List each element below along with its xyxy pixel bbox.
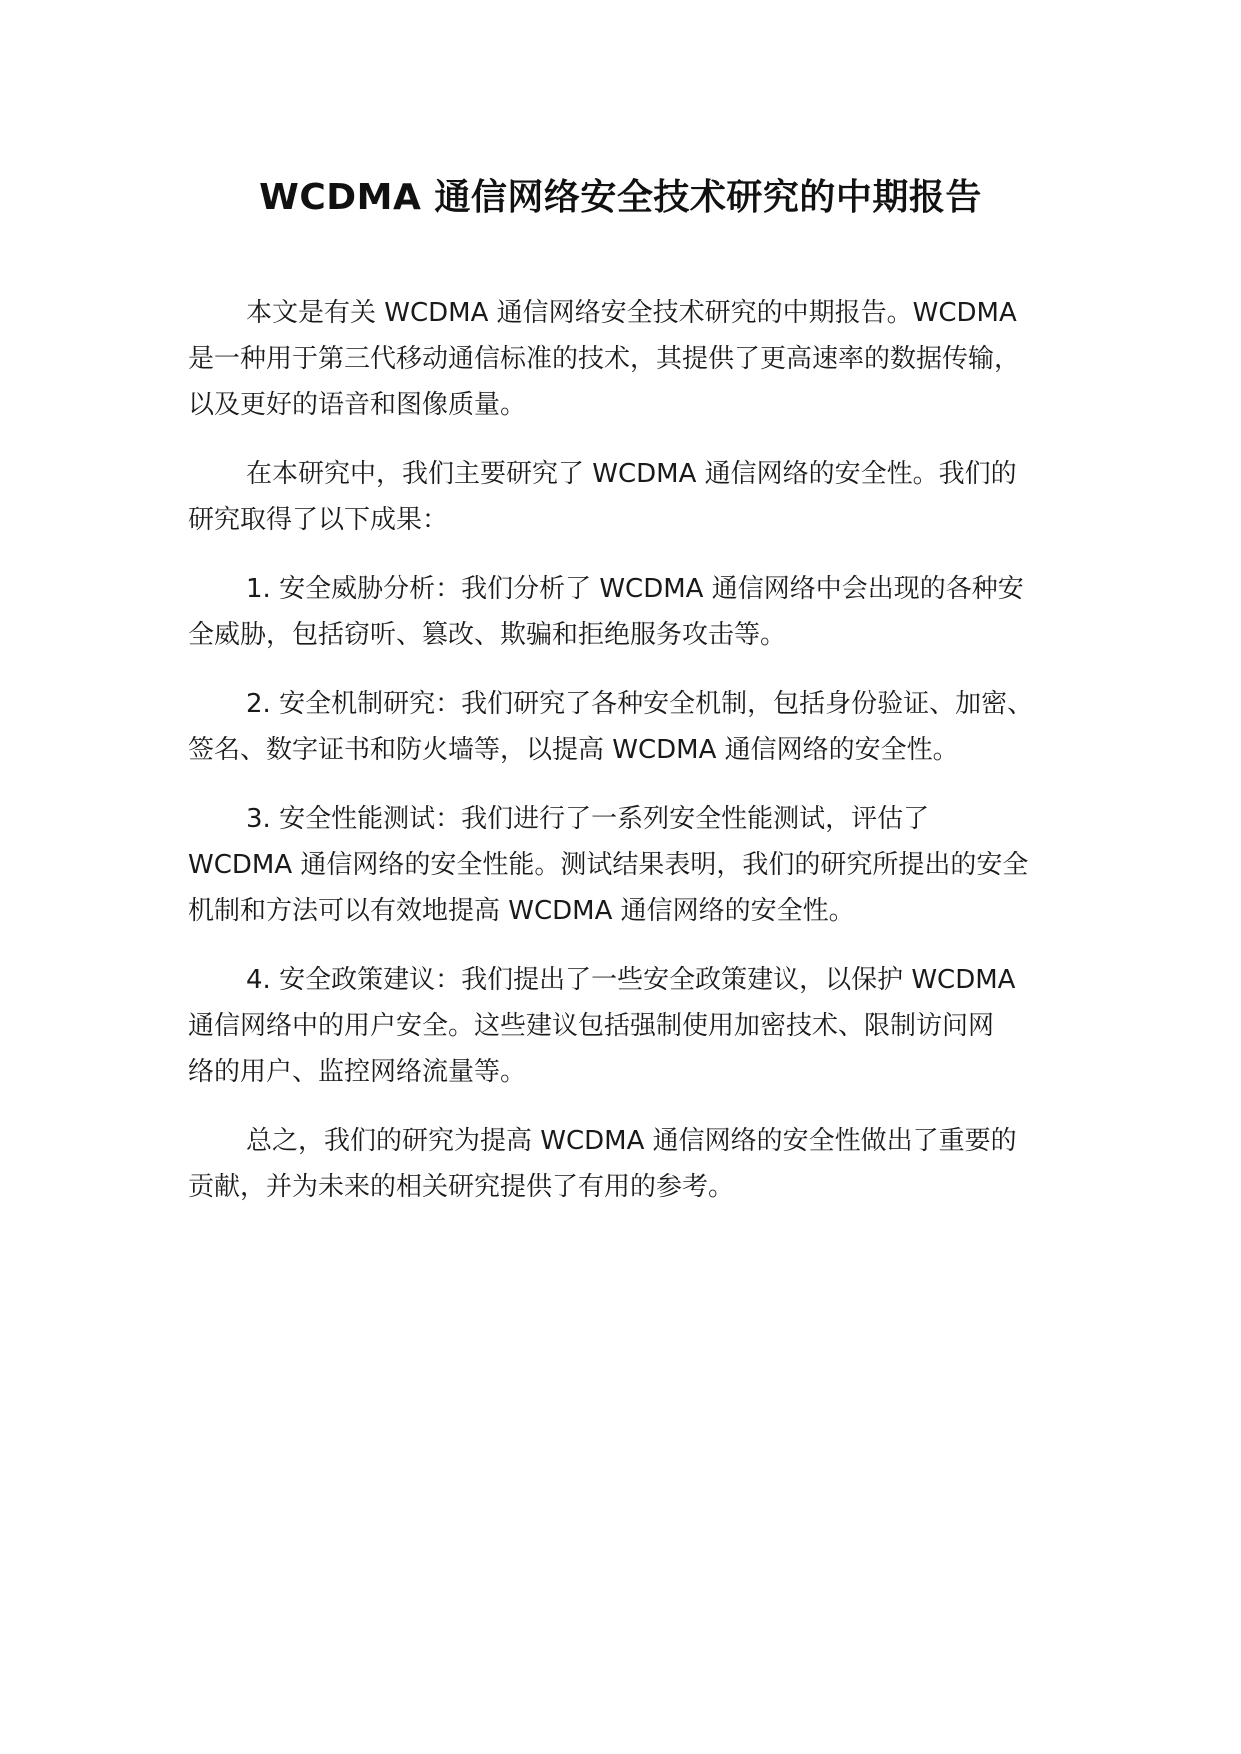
document-body	[188, 290, 1073, 1233]
paragraph-line: 贡献，并为未来的相关研究提供了有用的参考。	[188, 1172, 735, 1202]
paragraph-research-scope	[188, 451, 1073, 543]
paragraph-threat-analysis	[188, 566, 1073, 658]
paragraph-line: 以及更好的语音和图像质量。	[188, 390, 527, 420]
paragraph-line: 签名、数字证书和防火墙等，以提高 WCDMA 通信网络的安全性。	[188, 735, 959, 765]
paragraph-line: WCDMA 通信网络的安全性能。测试结果表明，我们的研究所提出的安全	[188, 850, 1029, 880]
paragraph-line: 机制和方法可以有效地提高 WCDMA 通信网络的安全性。	[188, 896, 855, 926]
paragraph-line: 研究取得了以下成果：	[188, 505, 449, 535]
paragraph-line: 4. 安全政策建议：我们提出了一些安全政策建议，以保护 WCDMA	[246, 965, 1016, 995]
paragraph-security-mechanisms	[188, 681, 1073, 773]
paragraph-performance-testing	[188, 796, 1073, 934]
paragraph-line: 1. 安全威胁分析：我们分析了 WCDMA 通信网络中会出现的各种安	[246, 574, 1024, 604]
paragraph-line: 2. 安全机制研究：我们研究了各种安全机制，包括身份验证、加密、	[246, 689, 1034, 719]
document-title: WCDMA 通信网络安全技术研究的中期报告	[259, 177, 982, 218]
paragraph-line: 3. 安全性能测试：我们进行了一系列安全性能测试，评估了	[246, 804, 930, 834]
paragraph-conclusion	[188, 1118, 1073, 1210]
paragraph-line: 通信网络中的用户安全。这些建议包括强制使用加密技术、限制访问网	[188, 1011, 995, 1041]
paragraph-line: 在本研究中，我们主要研究了 WCDMA 通信网络的安全性。我们的	[246, 459, 1017, 489]
paragraph-line: 总之，我们的研究为提高 WCDMA 通信网络的安全性做出了重要的	[246, 1126, 1017, 1156]
paragraph-policy-recommendations	[188, 957, 1073, 1095]
paragraph-line: 络的用户、监控网络流量等。	[188, 1057, 527, 1087]
paragraph-intro	[188, 290, 1073, 428]
paragraph-line: 是一种用于第三代移动通信标准的技术，其提供了更高速率的数据传输，	[188, 344, 1021, 374]
paragraph-line: 全威胁，包括窃听、篡改、欺骗和拒绝服务攻击等。	[188, 620, 787, 650]
paragraph-line: 本文是有关 WCDMA 通信网络安全技术研究的中期报告。WCDMA	[246, 298, 1017, 328]
